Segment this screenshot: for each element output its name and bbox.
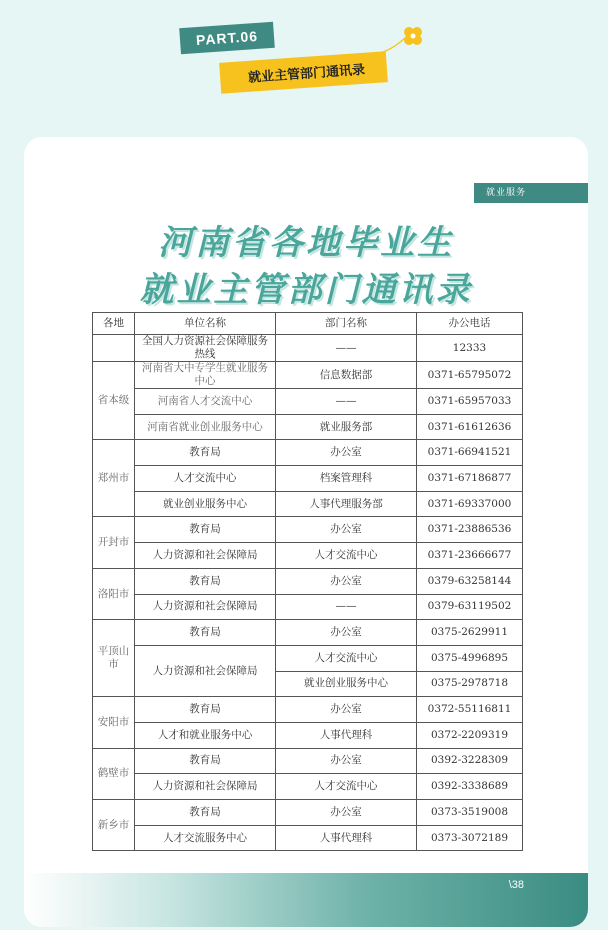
dept-cell: 人才交流中心: [276, 645, 417, 671]
phone-cell: 0379-63119502: [417, 594, 523, 620]
unit-cell: 教育局: [135, 517, 276, 543]
dept-cell: ——: [276, 389, 417, 415]
table-row: [93, 362, 523, 389]
unit-cell: 教育局: [135, 748, 276, 774]
directory-table: [92, 312, 523, 851]
table-row: [93, 697, 523, 723]
region-cell: 平顶山市: [93, 620, 135, 697]
phone-cell: 0375-2629911: [417, 620, 523, 646]
phone-cell: 0371-67186877: [417, 466, 523, 492]
table-row: [93, 774, 523, 800]
phone-cell: 0375-2978718: [417, 671, 523, 697]
region-cell: [93, 335, 135, 362]
phone-cell: 12333: [417, 335, 523, 362]
footer-band: [24, 873, 588, 927]
dept-cell: 就业创业服务中心: [276, 671, 417, 697]
unit-cell: 教育局: [135, 620, 276, 646]
table-row: [93, 825, 523, 851]
dept-cell: ——: [276, 335, 417, 362]
table-row: [93, 414, 523, 440]
phone-cell: 0379-63258144: [417, 568, 523, 594]
phone-cell: 0373-3072189: [417, 825, 523, 851]
table-row: [93, 594, 523, 620]
dept-cell: 档案管理科: [276, 466, 417, 492]
unit-cell: 教育局: [135, 800, 276, 826]
page-title-line-2: 就业主管部门通讯录: [139, 270, 473, 310]
unit-cell: 人力资源和社会保障局: [135, 645, 276, 696]
content-card: [24, 137, 588, 927]
header-phone: 办公电话: [417, 313, 523, 335]
dept-cell: 人才交流中心: [276, 543, 417, 569]
unit-cell: 河南省人才交流中心: [135, 389, 276, 415]
unit-cell: 教育局: [135, 697, 276, 723]
dept-cell: 办公室: [276, 620, 417, 646]
table-row: [93, 800, 523, 826]
unit-cell: 人才交流中心: [135, 466, 276, 492]
dept-cell: 人才交流中心: [276, 774, 417, 800]
dept-cell: 人事代理科: [276, 825, 417, 851]
table-row: [93, 722, 523, 748]
region-cell: 安阳市: [93, 697, 135, 748]
region-cell: 省本级: [93, 362, 135, 440]
unit-cell: 人力资源和社会保障局: [135, 543, 276, 569]
table-row: [93, 568, 523, 594]
region-cell: 洛阳市: [93, 568, 135, 619]
table-row: [93, 389, 523, 415]
dept-cell: 办公室: [276, 568, 417, 594]
table-row: [93, 517, 523, 543]
phone-cell: 0371-23886536: [417, 517, 523, 543]
dept-cell: 信息数据部: [276, 362, 417, 389]
unit-cell: 全国人力资源社会保障服务热线: [135, 335, 276, 362]
dept-cell: ——: [276, 594, 417, 620]
table-row: [93, 543, 523, 569]
phone-cell: 0392-3228309: [417, 748, 523, 774]
unit-cell: 就业创业服务中心: [135, 491, 276, 517]
dept-cell: 就业服务部: [276, 414, 417, 440]
flower-icon: [365, 20, 425, 60]
phone-cell: 0372-2209319: [417, 722, 523, 748]
table-row: [93, 645, 523, 671]
phone-cell: 0371-65957033: [417, 389, 523, 415]
table-row: [93, 620, 523, 646]
header-unit: 单位名称: [135, 313, 276, 335]
unit-cell: 河南省就业创业服务中心: [135, 414, 276, 440]
unit-cell: 教育局: [135, 568, 276, 594]
unit-cell: 人力资源和社会保障局: [135, 774, 276, 800]
phone-cell: 0375-4996895: [417, 645, 523, 671]
region-cell: 鹤壁市: [93, 748, 135, 799]
section-banner-title: 就业主管部门通讯录: [219, 51, 388, 94]
unit-cell: 教育局: [135, 440, 276, 466]
dept-cell: 办公室: [276, 517, 417, 543]
unit-cell: 人才和就业服务中心: [135, 722, 276, 748]
table-row: [93, 491, 523, 517]
phone-cell: 0373-3519008: [417, 800, 523, 826]
header-region: 各地: [93, 313, 135, 335]
dept-cell: 人事代理服务部: [276, 491, 417, 517]
phone-cell: 0392-3338689: [417, 774, 523, 800]
phone-cell: 0371-65795072: [417, 362, 523, 389]
table-row: [93, 466, 523, 492]
phone-cell: 0371-69337000: [417, 491, 523, 517]
dept-cell: 办公室: [276, 748, 417, 774]
page-title-line-1: 河南省各地毕业生: [158, 223, 454, 263]
table-row: [93, 335, 523, 362]
phone-cell: 0371-66941521: [417, 440, 523, 466]
page-number: \38: [508, 879, 524, 891]
table-row: [93, 748, 523, 774]
part-label: PART.06: [179, 22, 275, 54]
unit-cell: 人力资源和社会保障局: [135, 594, 276, 620]
region-cell: 郑州市: [93, 440, 135, 517]
phone-cell: 0371-61612636: [417, 414, 523, 440]
table-header-row: [93, 313, 523, 335]
dept-cell: 办公室: [276, 800, 417, 826]
region-cell: 新乡市: [93, 800, 135, 851]
unit-cell: 人才交流服务中心: [135, 825, 276, 851]
section-tab: 就业服务: [474, 183, 588, 203]
dept-cell: 办公室: [276, 697, 417, 723]
header-department: 部门名称: [276, 313, 417, 335]
dept-cell: 人事代理科: [276, 722, 417, 748]
dept-cell: 办公室: [276, 440, 417, 466]
phone-cell: 0372-55116811: [417, 697, 523, 723]
unit-cell: 河南省大中专学生就业服务中心: [135, 362, 276, 389]
table-row: [93, 440, 523, 466]
phone-cell: 0371-23666677: [417, 543, 523, 569]
region-cell: 开封市: [93, 517, 135, 568]
